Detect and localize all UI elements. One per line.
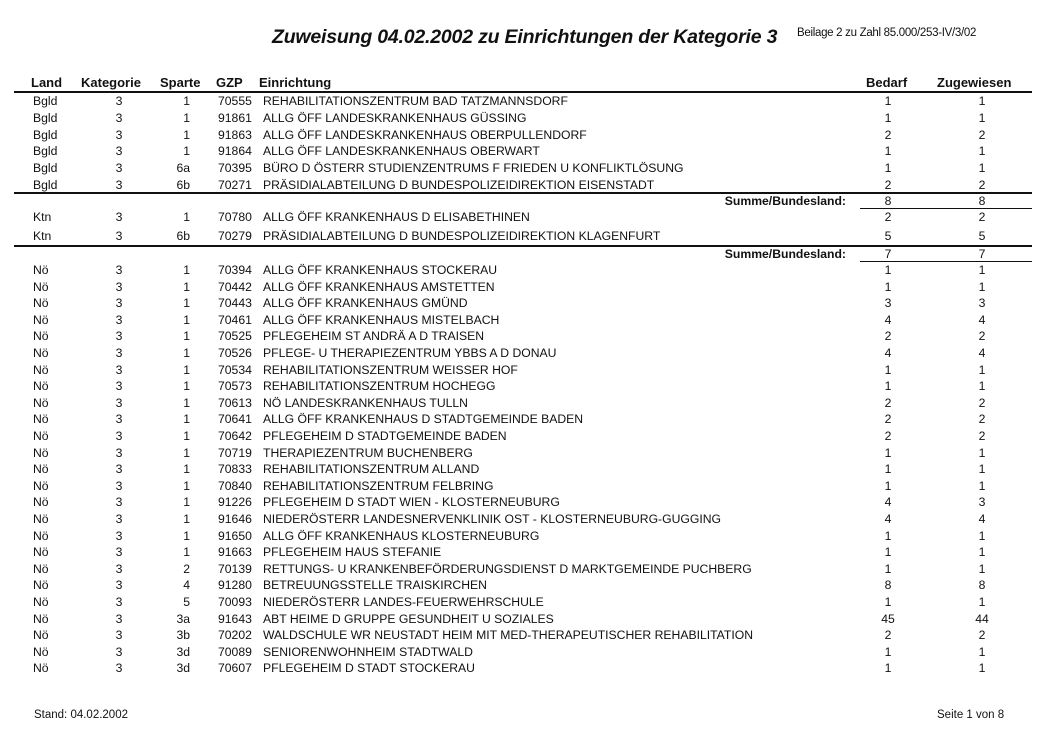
gzp-cell: 91646 [218,512,252,526]
gzp-cell: 70395 [218,161,252,176]
bedarf-cell: 1 [884,661,892,676]
land-cell: Nö [33,429,49,443]
sparte-cell: 6b [176,228,190,243]
kategorie-cell: 3 [115,329,123,344]
footer-page-number: Seite 1 von 8 [937,709,1005,721]
einrichtung-cell: REHABILITATIONSZENTRUM WEISSER HOF [263,362,518,377]
zugewiesen-cell: 1 [978,528,986,543]
zugewiesen-cell: 1 [978,595,986,609]
bedarf-cell: 1 [884,263,892,277]
zugewiesen-cell: 5 [978,228,986,243]
kategorie-cell: 3 [115,210,123,224]
land-cell: Nö [33,578,49,593]
kategorie-cell: 3 [115,495,123,510]
land-cell: Nö [33,478,49,493]
einrichtung-cell: PRÄSIDIALABTEILUNG D BUNDESPOLIZEIDIREKTION EISENSTADT [263,178,655,192]
bedarf-cell: 3 [884,296,892,311]
kategorie-cell: 3 [115,395,123,410]
einrichtung-cell: RETTUNGS- U KRANKENBEFÖRDERUNGSDIENST D MARKTGEMEINDE PUCHBERG [263,561,752,576]
table-row [0,428,1058,444]
sparte-cell: 1 [183,545,190,560]
land-cell: Nö [33,412,49,427]
bedarf-cell: 1 [884,144,892,159]
sparte-cell: 1 [183,478,190,493]
bedarf-cell: 1 [884,528,892,543]
land-cell: Nö [33,528,49,543]
sparte-cell: 1 [183,462,190,477]
table-row [0,511,1058,527]
bedarf-cell: 1 [884,94,892,108]
document-title: Zuweisung 04.02.2002 zu Einrichtungen der Kategorie 3 [272,26,778,48]
sparte-cell: 1 [183,395,190,410]
table-row [0,209,1058,225]
table-row [0,312,1058,328]
bedarf-cell: 1 [884,545,892,560]
bedarf-cell: 2 [884,395,892,410]
bedarf-cell: 1 [884,279,892,294]
kategorie-cell: 3 [115,478,123,493]
sparte-cell: 1 [183,296,190,311]
column-header-bedarf: Bedarf [866,75,908,90]
table-row [0,328,1058,344]
kategorie-cell: 3 [115,312,123,327]
bedarf-cell: 4 [884,346,892,360]
zugewiesen-cell: 1 [978,94,986,108]
einrichtung-cell: PFLEGEHEIM HAUS STEFANIE [263,545,442,560]
subtotal-label: Summe/Bundesland: [724,194,846,208]
table-row [0,461,1058,477]
table-row [0,143,1058,159]
table-row [0,378,1058,394]
sparte-cell: 2 [183,561,190,576]
land-cell: Bgld [33,161,58,176]
sparte-cell: 1 [183,362,190,377]
land-cell: Nö [33,545,49,560]
kategorie-cell: 3 [115,346,123,360]
land-cell: Nö [33,644,49,659]
table-row [0,411,1058,427]
land-cell: Bgld [33,144,58,159]
einrichtung-cell: NIEDERÖSTERR LANDESNERVENKLINIK OST - KLOSTERNEUBURG-GUGGING [263,512,722,526]
zugewiesen-cell: 2 [978,178,986,192]
sparte-cell: 1 [183,210,190,224]
table-row [0,262,1058,278]
sparte-cell: 1 [183,329,190,344]
sparte-cell: 1 [183,495,190,510]
kategorie-cell: 3 [115,545,123,560]
kategorie-cell: 3 [115,595,123,609]
zugewiesen-cell: 3 [978,296,986,311]
zugewiesen-cell: 1 [978,445,986,460]
column-header-land: Land [31,75,63,90]
table-row [0,127,1058,143]
kategorie-cell: 3 [115,528,123,543]
table-row [0,478,1058,494]
sparte-cell: 3d [176,661,190,676]
land-cell: Nö [33,611,49,626]
sparte-cell: 1 [183,429,190,443]
gzp-cell: 70093 [218,595,252,609]
gzp-cell: 70607 [218,661,252,676]
table-row [0,660,1058,676]
zugewiesen-cell: 3 [978,495,986,510]
bedarf-cell: 1 [884,362,892,377]
table-row [0,395,1058,411]
land-cell: Nö [33,512,49,526]
zugewiesen-cell: 4 [978,512,986,526]
gzp-cell: 70139 [218,561,252,576]
sparte-cell: 1 [183,263,190,277]
kategorie-cell: 3 [115,379,123,394]
kategorie-cell: 3 [115,228,123,243]
zugewiesen-cell: 1 [978,161,986,176]
kategorie-cell: 3 [115,263,123,277]
kategorie-cell: 3 [115,412,123,427]
land-cell: Nö [33,495,49,510]
sparte-cell: 3d [176,644,190,659]
kategorie-cell: 3 [115,429,123,443]
bedarf-cell: 4 [884,512,892,526]
subtotal-zugewiesen: 8 [978,194,986,208]
zugewiesen-cell: 4 [978,312,986,327]
land-cell: Nö [33,296,49,311]
einrichtung-cell: ALLG ÖFF KRANKENHAUS D ELISABETHINEN [263,210,530,224]
einrichtung-cell: PRÄSIDIALABTEILUNG D BUNDESPOLIZEIDIREKTION KLAGENFURT [263,228,661,243]
land-cell: Nö [33,329,49,344]
einrichtung-cell: ALLG ÖFF KRANKENHAUS D STADTGEMEINDE BADEN [263,412,584,427]
land-cell: Nö [33,661,49,676]
land-cell: Bgld [33,127,58,142]
zugewiesen-cell: 8 [978,578,986,593]
column-header-gzp: GZP [216,75,243,90]
zugewiesen-cell: 2 [978,429,986,443]
zugewiesen-cell: 2 [978,329,986,344]
zugewiesen-cell: 44 [975,611,989,626]
land-cell: Bgld [33,178,58,192]
kategorie-cell: 3 [115,661,123,676]
kategorie-cell: 3 [115,362,123,377]
sparte-cell: 5 [183,595,190,609]
kategorie-cell: 3 [115,144,123,159]
gzp-cell: 70394 [218,263,252,277]
einrichtung-cell: WALDSCHULE WR NEUSTADT HEIM MIT MED-THERAPEUTISCHER REHABILITATION [263,628,754,643]
sparte-cell: 1 [183,312,190,327]
kategorie-cell: 3 [115,628,123,643]
table-row [0,295,1058,311]
zugewiesen-cell: 1 [978,644,986,659]
land-cell: Bgld [33,94,58,108]
bedarf-cell: 2 [884,127,892,142]
land-cell: Nö [33,561,49,576]
bedarf-cell: 2 [884,329,892,344]
zugewiesen-cell: 1 [978,462,986,477]
column-header-kategorie: Kategorie [81,75,141,90]
zugewiesen-cell: 1 [978,144,986,159]
gzp-cell: 70613 [218,395,252,410]
table-row [0,110,1058,126]
sparte-cell: 1 [183,94,190,108]
kategorie-cell: 3 [115,279,123,294]
gzp-cell: 70534 [218,362,252,377]
sparte-cell: 6a [176,161,190,176]
table-row [0,279,1058,295]
einrichtung-cell: PFLEGEHEIM ST ANDRÄ A D TRAISEN [263,329,485,344]
kategorie-cell: 3 [115,611,123,626]
gzp-cell: 91280 [218,578,252,593]
gzp-cell: 91643 [218,611,252,626]
einrichtung-cell: NÖ LANDESKRANKENHAUS TULLN [263,395,468,410]
kategorie-cell: 3 [115,561,123,576]
gzp-cell: 70279 [218,228,252,243]
kategorie-cell: 3 [115,462,123,477]
zugewiesen-cell: 1 [978,661,986,676]
bedarf-cell: 8 [884,578,892,593]
zugewiesen-cell: 1 [978,279,986,294]
kategorie-cell: 3 [115,578,123,593]
table-row [0,644,1058,660]
kategorie-cell: 3 [115,178,123,192]
gzp-cell: 91863 [218,127,252,142]
land-cell: Nö [33,263,49,277]
land-cell: Nö [33,595,49,609]
column-header-zugewiesen: Zugewiesen [937,75,1012,90]
bedarf-cell: 4 [884,495,892,510]
gzp-cell: 91226 [218,495,252,510]
einrichtung-cell: BETREUUNGSSTELLE TRAISKIRCHEN [263,578,487,593]
footer-date: Stand: 04.02.2002 [34,709,128,721]
zugewiesen-cell: 2 [978,412,986,427]
bedarf-cell: 1 [884,379,892,394]
gzp-cell: 70461 [218,312,252,327]
kategorie-cell: 3 [115,296,123,311]
bedarf-cell: 1 [884,110,892,125]
land-cell: Bgld [33,110,58,125]
land-cell: Nö [33,628,49,643]
land-cell: Nö [33,379,49,394]
gzp-cell: 70525 [218,329,252,344]
gzp-cell: 70526 [218,346,252,360]
gzp-cell: 70833 [218,462,252,477]
gzp-cell: 70202 [218,628,252,643]
einrichtung-cell: ALLG ÖFF KRANKENHAUS AMSTETTEN [263,279,495,294]
gzp-cell: 70642 [218,429,252,443]
land-cell: Nö [33,362,49,377]
bedarf-cell: 2 [884,210,892,224]
bedarf-cell: 1 [884,462,892,477]
einrichtung-cell: ALLG ÖFF KRANKENHAUS GMÜND [263,296,468,311]
sparte-cell: 1 [183,528,190,543]
zugewiesen-cell: 2 [978,127,986,142]
table-row [0,93,1058,109]
zugewiesen-cell: 1 [978,545,986,560]
einrichtung-cell: PFLEGEHEIM D STADTGEMEINDE BADEN [263,429,507,443]
table-row [0,611,1058,627]
bedarf-cell: 1 [884,644,892,659]
gzp-cell: 70719 [218,445,252,460]
land-cell: Ktn [33,210,52,224]
bedarf-cell: 1 [884,595,892,609]
kategorie-cell: 3 [115,445,123,460]
bedarf-cell: 45 [881,611,895,626]
zugewiesen-cell: 2 [978,210,986,224]
gzp-cell: 70271 [218,178,252,192]
einrichtung-cell: PFLEGE- U THERAPIEZENTRUM YBBS A D DONAU [263,346,557,360]
sparte-cell: 3b [176,628,190,643]
einrichtung-cell: ABT HEIME D GRUPPE GESUNDHEIT U SOZIALES [263,611,554,626]
sparte-cell: 1 [183,127,190,142]
land-cell: Nö [33,346,49,360]
bedarf-cell: 1 [884,161,892,176]
einrichtung-cell: ALLG ÖFF KRANKENHAUS MISTELBACH [263,312,500,327]
zugewiesen-cell: 2 [978,628,986,643]
land-cell: Nö [33,462,49,477]
table-row [0,594,1058,610]
einrichtung-cell: REHABILITATIONSZENTRUM ALLAND [263,462,480,477]
einrichtung-cell: THERAPIEZENTRUM BUCHENBERG [263,445,473,460]
gzp-cell: 91663 [218,545,252,560]
reference-number: Beilage 2 zu Zahl 85.000/253-IV/3/02 [797,27,977,39]
kategorie-cell: 3 [115,644,123,659]
subtotal-row [0,193,1058,209]
bedarf-cell: 4 [884,312,892,327]
einrichtung-cell: PFLEGEHEIM D STADT STOCKERAU [263,661,475,676]
bedarf-cell: 2 [884,412,892,427]
gzp-cell: 70641 [218,412,252,427]
kategorie-cell: 3 [115,127,123,142]
table-row [0,177,1058,193]
table-row [0,561,1058,577]
subtotal-bedarf: 7 [884,247,892,261]
column-header-einrichtung: Einrichtung [259,75,332,90]
einrichtung-cell: REHABILITATIONSZENTRUM HOCHEGG [263,379,496,394]
einrichtung-cell: SENIORENWOHNHEIM STADTWALD [263,644,473,659]
gzp-cell: 70840 [218,478,252,493]
gzp-cell: 70442 [218,279,252,294]
gzp-cell: 91864 [218,144,252,159]
zugewiesen-cell: 1 [978,478,986,493]
land-cell: Nö [33,445,49,460]
table-row [0,345,1058,361]
subtotal-label: Summe/Bundesland: [724,247,846,261]
bedarf-cell: 1 [884,478,892,493]
bedarf-cell: 1 [884,561,892,576]
gzp-cell: 70573 [218,379,252,394]
bedarf-cell: 2 [884,178,892,192]
kategorie-cell: 3 [115,161,123,176]
land-cell: Nö [33,312,49,327]
sparte-cell: 1 [183,110,190,125]
column-header-sparte: Sparte [160,75,201,90]
subtotal-zugewiesen: 7 [978,247,986,261]
sparte-cell: 3a [176,611,190,626]
sparte-cell: 1 [183,512,190,526]
sparte-cell: 1 [183,279,190,294]
sparte-cell: 4 [183,578,190,593]
sparte-cell: 1 [183,379,190,394]
zugewiesen-cell: 1 [978,379,986,394]
einrichtung-cell: BÜRO D ÖSTERR STUDIENZENTRUMS F FRIEDEN U KONFLIKTLÖSUNG [263,161,684,176]
sparte-cell: 1 [183,144,190,159]
land-cell: Nö [33,279,49,294]
land-cell: Ktn [33,228,52,243]
sparte-cell: 1 [183,412,190,427]
zugewiesen-cell: 2 [978,395,986,410]
gzp-cell: 70780 [218,210,252,224]
zugewiesen-cell: 1 [978,110,986,125]
kategorie-cell: 3 [115,512,123,526]
table-row [0,544,1058,560]
land-cell: Nö [33,395,49,410]
subtotal-bedarf: 8 [884,194,892,208]
bedarf-cell: 2 [884,628,892,643]
table-row [0,494,1058,510]
table-row [0,160,1058,176]
zugewiesen-cell: 4 [978,346,986,360]
table-row [0,228,1058,244]
bedarf-cell: 5 [884,228,892,243]
einrichtung-cell: ALLG ÖFF LANDESKRANKENHAUS GÜSSING [263,110,527,125]
einrichtung-cell: REHABILITATIONSZENTRUM FELBRING [263,478,494,493]
zugewiesen-cell: 1 [978,263,986,277]
gzp-cell: 70443 [218,296,252,311]
table-row [0,627,1058,643]
bedarf-cell: 1 [884,445,892,460]
sparte-cell: 1 [183,445,190,460]
einrichtung-cell: ALLG ÖFF KRANKENHAUS STOCKERAU [263,263,498,277]
kategorie-cell: 3 [115,94,123,108]
kategorie-cell: 3 [115,110,123,125]
table-row [0,362,1058,378]
einrichtung-cell: ALLG ÖFF LANDESKRANKENHAUS OBERWART [263,144,540,159]
gzp-cell: 70555 [218,94,252,108]
sparte-cell: 6b [176,178,190,192]
gzp-cell: 70089 [218,644,252,659]
bedarf-cell: 2 [884,429,892,443]
gzp-cell: 91650 [218,528,252,543]
einrichtung-cell: ALLG ÖFF KRANKENHAUS KLOSTERNEUBURG [263,528,540,543]
sparte-cell: 1 [183,346,190,360]
einrichtung-cell: PFLEGEHEIM D STADT WIEN - KLOSTERNEUBURG [263,495,560,510]
subtotal-row [0,246,1058,262]
zugewiesen-cell: 1 [978,362,986,377]
einrichtung-cell: ALLG ÖFF LANDESKRANKENHAUS OBERPULLENDORF [263,127,587,142]
table-row [0,528,1058,544]
table-row [0,577,1058,593]
einrichtung-cell: NIEDERÖSTERR LANDES-FEUERWEHRSCHULE [263,595,544,609]
table-row [0,445,1058,461]
gzp-cell: 91861 [218,110,252,125]
einrichtung-cell: REHABILITATIONSZENTRUM BAD TATZMANNSDORF [263,94,568,108]
zugewiesen-cell: 1 [978,561,986,576]
